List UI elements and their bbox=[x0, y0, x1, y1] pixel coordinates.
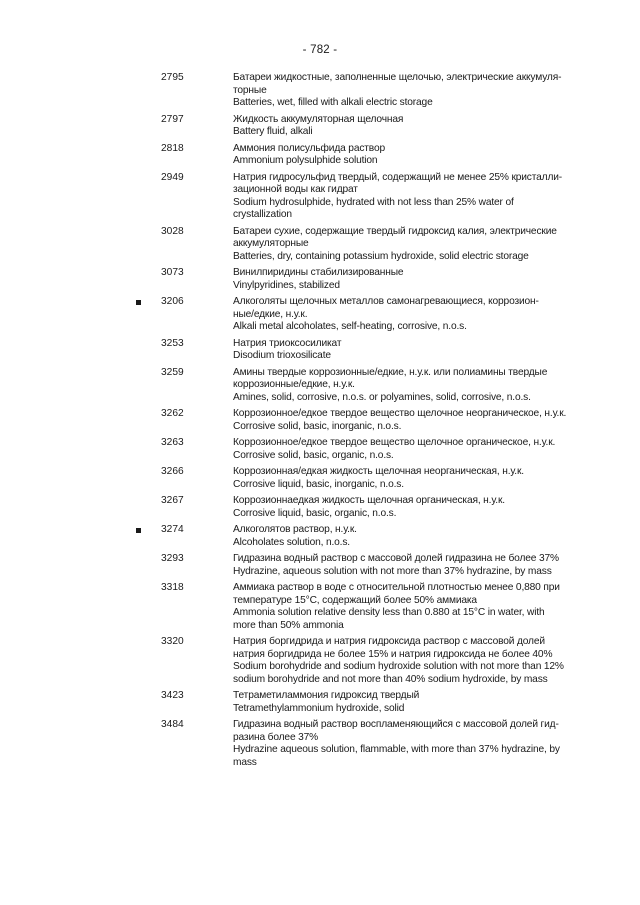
description-line: Коррозионная/едкая жидкость щелочная неорганическая, н.у.к. bbox=[233, 466, 524, 477]
description-line: sodium borohydride and not more than 40% sodium hydroxide, by mass bbox=[233, 673, 548, 685]
description-line: Batteries, wet, filled with alkali electric storage bbox=[233, 97, 433, 108]
entry-description bbox=[233, 296, 568, 334]
description-line: Amines, solid, corrosive, n.o.s. or polyamines, solid, corrosive, n.o.s. bbox=[233, 391, 531, 403]
un-number: 3028 bbox=[161, 225, 184, 237]
list-item bbox=[0, 114, 640, 139]
description-line: Tetramethylammonium hydroxide, solid bbox=[233, 702, 405, 714]
description-line: аккумуляторные bbox=[233, 238, 309, 249]
description-line: Тетраметиламмония гидроксид твердый bbox=[233, 690, 420, 701]
description-line: Коррозионное/едкое твердое вещество щелочное органическое, н.у.к. bbox=[233, 437, 556, 448]
description-line: Alcoholates solution, n.o.s. bbox=[233, 536, 350, 548]
description-line: Corrosive liquid, basic, organic, n.o.s. bbox=[233, 507, 397, 519]
un-number: 3318 bbox=[161, 582, 184, 593]
description-line: Натрия триоксосиликат bbox=[233, 337, 342, 349]
un-number: 3267 bbox=[161, 495, 184, 506]
description-line: Hydrazine, aqueous solution with not more than 37% hydrazine, by mass bbox=[233, 565, 552, 577]
description-line: Коррозионнаедкая жидкость щелочная органическая, н.у.к. bbox=[233, 495, 505, 506]
list-item bbox=[0, 172, 640, 222]
description-line: Амины твердые коррозионные/едкие, н.у.к. или полиамины твердые bbox=[233, 366, 548, 378]
list-item bbox=[0, 226, 640, 264]
list-item bbox=[0, 296, 640, 334]
entry-description bbox=[233, 143, 568, 168]
description-line: Жидкость аккумуляторная щелочная bbox=[233, 113, 404, 125]
list-item bbox=[0, 690, 640, 715]
un-number: 2795 bbox=[161, 72, 184, 83]
description-line: Аммония полисульфида раствор bbox=[233, 142, 385, 154]
description-line: Alkali metal alcoholates, self-heating, corrosive, n.o.s. bbox=[233, 321, 467, 332]
un-number: 3274 bbox=[161, 524, 184, 535]
un-number: 2949 bbox=[161, 171, 184, 183]
un-number: 3484 bbox=[161, 719, 184, 730]
description-line: торные bbox=[233, 84, 267, 96]
entry-description bbox=[233, 690, 568, 715]
description-line: Батареи сухие, содержащие твердый гидроксид калия, электрические bbox=[233, 225, 557, 237]
entry-description bbox=[233, 553, 568, 578]
list-item bbox=[0, 267, 640, 292]
entry-description bbox=[233, 114, 568, 139]
description-line: Гидразина водный раствор воспламеняющийся с массовой долей гид- bbox=[233, 719, 559, 730]
un-number: 3253 bbox=[161, 337, 184, 349]
description-line: зационной воды как гидрат bbox=[233, 184, 358, 195]
list-item bbox=[0, 408, 640, 433]
bullet-square-icon bbox=[136, 528, 141, 533]
list-item bbox=[0, 437, 640, 462]
list-item bbox=[0, 72, 640, 110]
un-number: 3423 bbox=[161, 690, 184, 701]
description-line: Corrosive solid, basic, organic, n.o.s. bbox=[233, 449, 394, 461]
list-item bbox=[0, 495, 640, 520]
un-number: 3259 bbox=[161, 366, 184, 378]
entry-description bbox=[233, 408, 568, 433]
entry-list bbox=[0, 72, 640, 773]
description-line: Sodium hydrosulphide, hydrated with not less than 25% water of bbox=[233, 196, 514, 208]
description-line: Гидразина водный раствор с массовой долей гидразина не более 37% bbox=[233, 553, 559, 564]
un-number: 3262 bbox=[161, 408, 184, 419]
description-line: натрия боргидрида не более 15% и натрия гидроксида не более 40% bbox=[233, 648, 553, 660]
list-item bbox=[0, 143, 640, 168]
description-line: crystallization bbox=[233, 209, 292, 220]
description-line: Алкоголяты щелочных металлов самонагревающиеся, коррозион- bbox=[233, 296, 539, 307]
description-line: разина более 37% bbox=[233, 731, 319, 743]
list-item bbox=[0, 553, 640, 578]
un-number: 2818 bbox=[161, 142, 184, 154]
un-number: 3293 bbox=[161, 553, 184, 564]
entry-description bbox=[233, 72, 568, 110]
description-line: Ammonium polysulphide solution bbox=[233, 155, 378, 166]
description-line: Винилпиридины стабилизированные bbox=[233, 267, 404, 278]
description-line: Hydrazine aqueous solution, flammable, with more than 37% hydrazine, by bbox=[233, 744, 560, 755]
entry-description bbox=[233, 267, 568, 292]
description-line: Disodium trioxosilicate bbox=[233, 350, 331, 361]
un-number: 3266 bbox=[161, 466, 184, 477]
list-item bbox=[0, 524, 640, 549]
entry-description bbox=[233, 582, 568, 632]
entry-description bbox=[233, 367, 568, 405]
description-line: Corrosive liquid, basic, inorganic, n.o.s. bbox=[233, 478, 404, 490]
description-line: Батареи жидкостные, заполненные щелочью, электрические аккумуля- bbox=[233, 72, 562, 83]
entry-description bbox=[233, 719, 568, 769]
entry-description bbox=[233, 495, 568, 520]
description-line: ные/едкие, н.у.к. bbox=[233, 308, 308, 320]
entry-description bbox=[233, 524, 568, 549]
description-line: Алкоголятов раствор, н.у.к. bbox=[233, 524, 357, 535]
entry-description bbox=[233, 636, 568, 686]
description-line: коррозионные/едкие, н.у.к. bbox=[233, 379, 355, 390]
entry-description bbox=[233, 226, 568, 264]
entry-description bbox=[233, 466, 568, 491]
un-number: 3263 bbox=[161, 437, 184, 448]
description-line: Batteries, dry, containing potassium hydroxide, solid electric storage bbox=[233, 250, 529, 262]
entry-description bbox=[233, 172, 568, 222]
description-line: Натрия гидросульфид твердый, содержащий не менее 25% кристалли- bbox=[233, 171, 563, 183]
description-line: Коррозионное/едкое твердое вещество щелочное неорганическое, н.у.к. bbox=[233, 408, 567, 419]
un-number: 3206 bbox=[161, 296, 184, 307]
description-line: температуре 15°С, содержащий более 50% аммиака bbox=[233, 594, 477, 606]
description-line: Corrosive solid, basic, inorganic, n.o.s. bbox=[233, 420, 402, 432]
entry-description bbox=[233, 437, 568, 462]
description-line: more than 50% ammonia bbox=[233, 619, 344, 631]
list-item bbox=[0, 582, 640, 632]
description-line: Натрия боргидрида и натрия гидроксида раствор с массовой долей bbox=[233, 636, 545, 647]
description-line: mass bbox=[233, 756, 257, 768]
description-line: Ammonia solution relative density less than 0.880 at 15°C in water, with bbox=[233, 607, 545, 618]
entry-description bbox=[233, 338, 568, 363]
list-item bbox=[0, 719, 640, 769]
bullet-square-icon bbox=[136, 300, 141, 305]
un-number: 3320 bbox=[161, 636, 184, 647]
description-line: Sodium borohydride and sodium hydroxide solution with not more than 12% bbox=[233, 661, 564, 672]
un-number: 3073 bbox=[161, 267, 184, 278]
description-line: Battery fluid, alkali bbox=[233, 126, 313, 137]
page-number: - 782 - bbox=[302, 44, 338, 56]
description-line: Vinylpyridines, stabilized bbox=[233, 279, 340, 291]
description-line: Аммиака раствор в воде с относительной плотностью менее 0,880 при bbox=[233, 582, 560, 593]
list-item bbox=[0, 466, 640, 491]
list-item bbox=[0, 636, 640, 686]
un-number: 2797 bbox=[161, 113, 184, 125]
list-item bbox=[0, 367, 640, 405]
list-item bbox=[0, 338, 640, 363]
